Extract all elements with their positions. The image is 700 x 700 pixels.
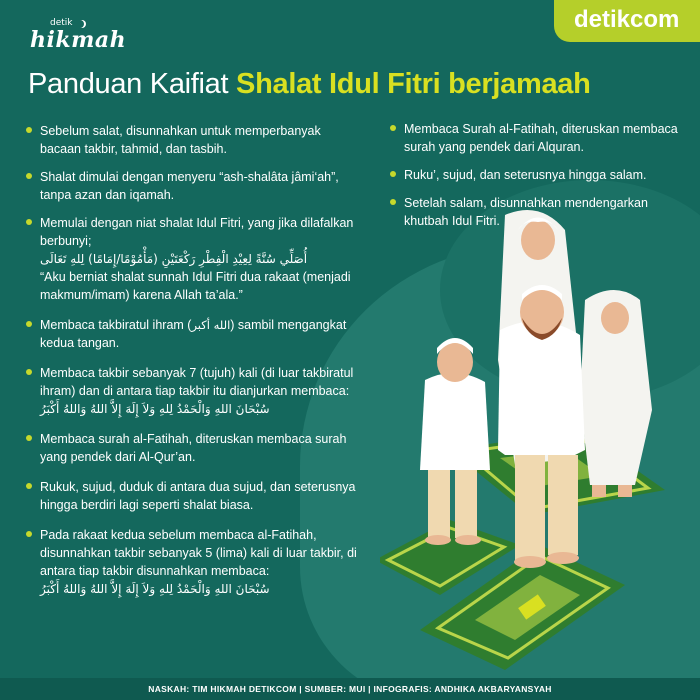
title-plain: Panduan Kaifiat bbox=[28, 68, 237, 100]
hikmah-logo-prefix: detik bbox=[50, 18, 73, 28]
step-item bbox=[24, 364, 359, 418]
takbir-arabic: الله أكبر bbox=[191, 318, 231, 332]
step-item bbox=[24, 168, 359, 204]
step-item bbox=[388, 120, 688, 156]
step-text: Pada rakaat kedua sebelum membaca al-Fatihah, disunnahkan takbir sebanyak 5 (lima) kali di luar takbir, di antara tiap takbir disunnahkan membaca: bbox=[40, 528, 357, 578]
step-text: Membaca Surah al-Fatihah, diteruskan membaca surah yang pendek dari Alquran. bbox=[404, 122, 678, 154]
step-text: Setelah salam, disunnahkan mendengarkan khutbah Idul Fitri. bbox=[404, 196, 648, 228]
step-text: Membaca surah al-Fatihah, diteruskan membaca surah yang pendek dari Al-Qur’an. bbox=[40, 432, 347, 464]
credits-footer: NASKAH: TIM HIKMAH DETIKCOM | SUMBER: MUI | INFOGRAFIS: ANDHIKA AKBARYANSYAH bbox=[0, 678, 700, 700]
step-item bbox=[388, 166, 688, 184]
hikmah-logo bbox=[30, 18, 127, 62]
step-text: Rukuk, sujud, duduk di antara dua sujud, dan seterusnya hingga berdiri lagi seperti shalat biasa. bbox=[40, 480, 356, 512]
step-text: Shalat dimulai dengan menyeru “ash-shalâta jâmi‘ah”, tanpa azan dan iqamah. bbox=[40, 170, 339, 202]
step-text: Memulai dengan niat shalat Idul Fitri, yang jika dilafalkan berbunyi; bbox=[40, 216, 354, 248]
daughter-figure bbox=[580, 290, 652, 497]
step-text: Sebelum salat, disunnahkan untuk memperbanyak bacaan takbir, tahmid, dan tasbih. bbox=[40, 124, 321, 156]
step-item bbox=[24, 526, 359, 598]
step-item bbox=[24, 316, 359, 352]
tasbih-arabic-2: سُبْحَانَ اللهِ وَالْحَمْدُ لِلهِ وَلاَ إِلَهَ إِلاَّ اللهُ وَاللهُ أَكْبَرُ bbox=[40, 582, 270, 596]
step-item bbox=[24, 430, 359, 466]
niat-translation: “Aku berniat shalat sunnah Idul Fitri dua rakaat (menjadi makmum/imam) karena Allah ta’ala.” bbox=[40, 270, 351, 302]
son-figure bbox=[420, 338, 490, 545]
niat-arabic: أُصَلِّي سُنَّةً لِعِيْدِ الْفِطْرِ رَكْعَتَيْنِ (مَأْمُوْمًا/إِمَامًا) لِلهِ تَعَالَى bbox=[40, 252, 308, 266]
title-highlight: Shalat Idul Fitri berjamaah bbox=[236, 68, 591, 100]
step-text-after: ) sambil mengangkat kedua tangan. bbox=[40, 318, 347, 350]
detikcom-logo bbox=[554, 0, 700, 42]
step-item bbox=[24, 122, 359, 158]
step-text-before: Membaca takbiratul ihram ( bbox=[40, 318, 192, 332]
step-text: Ruku’, sujud, dan seterusnya hingga salam. bbox=[404, 168, 647, 182]
tasbih-arabic: سُبْحَانَ اللهِ وَالْحَمْدُ لِلهِ وَلاَ إِلَهَ إِلاَّ اللهُ وَاللهُ أَكْبَرُ bbox=[40, 402, 270, 416]
praying-family-illustration bbox=[380, 200, 700, 680]
page-title bbox=[28, 68, 688, 110]
step-item bbox=[24, 478, 359, 514]
hikmah-logo-text: hikmah bbox=[30, 27, 127, 53]
step-text: Membaca takbir sebanyak 7 (tujuh) kali (di luar takbiratul ihram) dan di antara tiap takbir itu dianjurkan membaca: bbox=[40, 366, 354, 398]
detikcom-logo-text: detikcom bbox=[574, 6, 680, 33]
steps-list-left bbox=[24, 120, 359, 598]
step-item bbox=[24, 214, 359, 304]
